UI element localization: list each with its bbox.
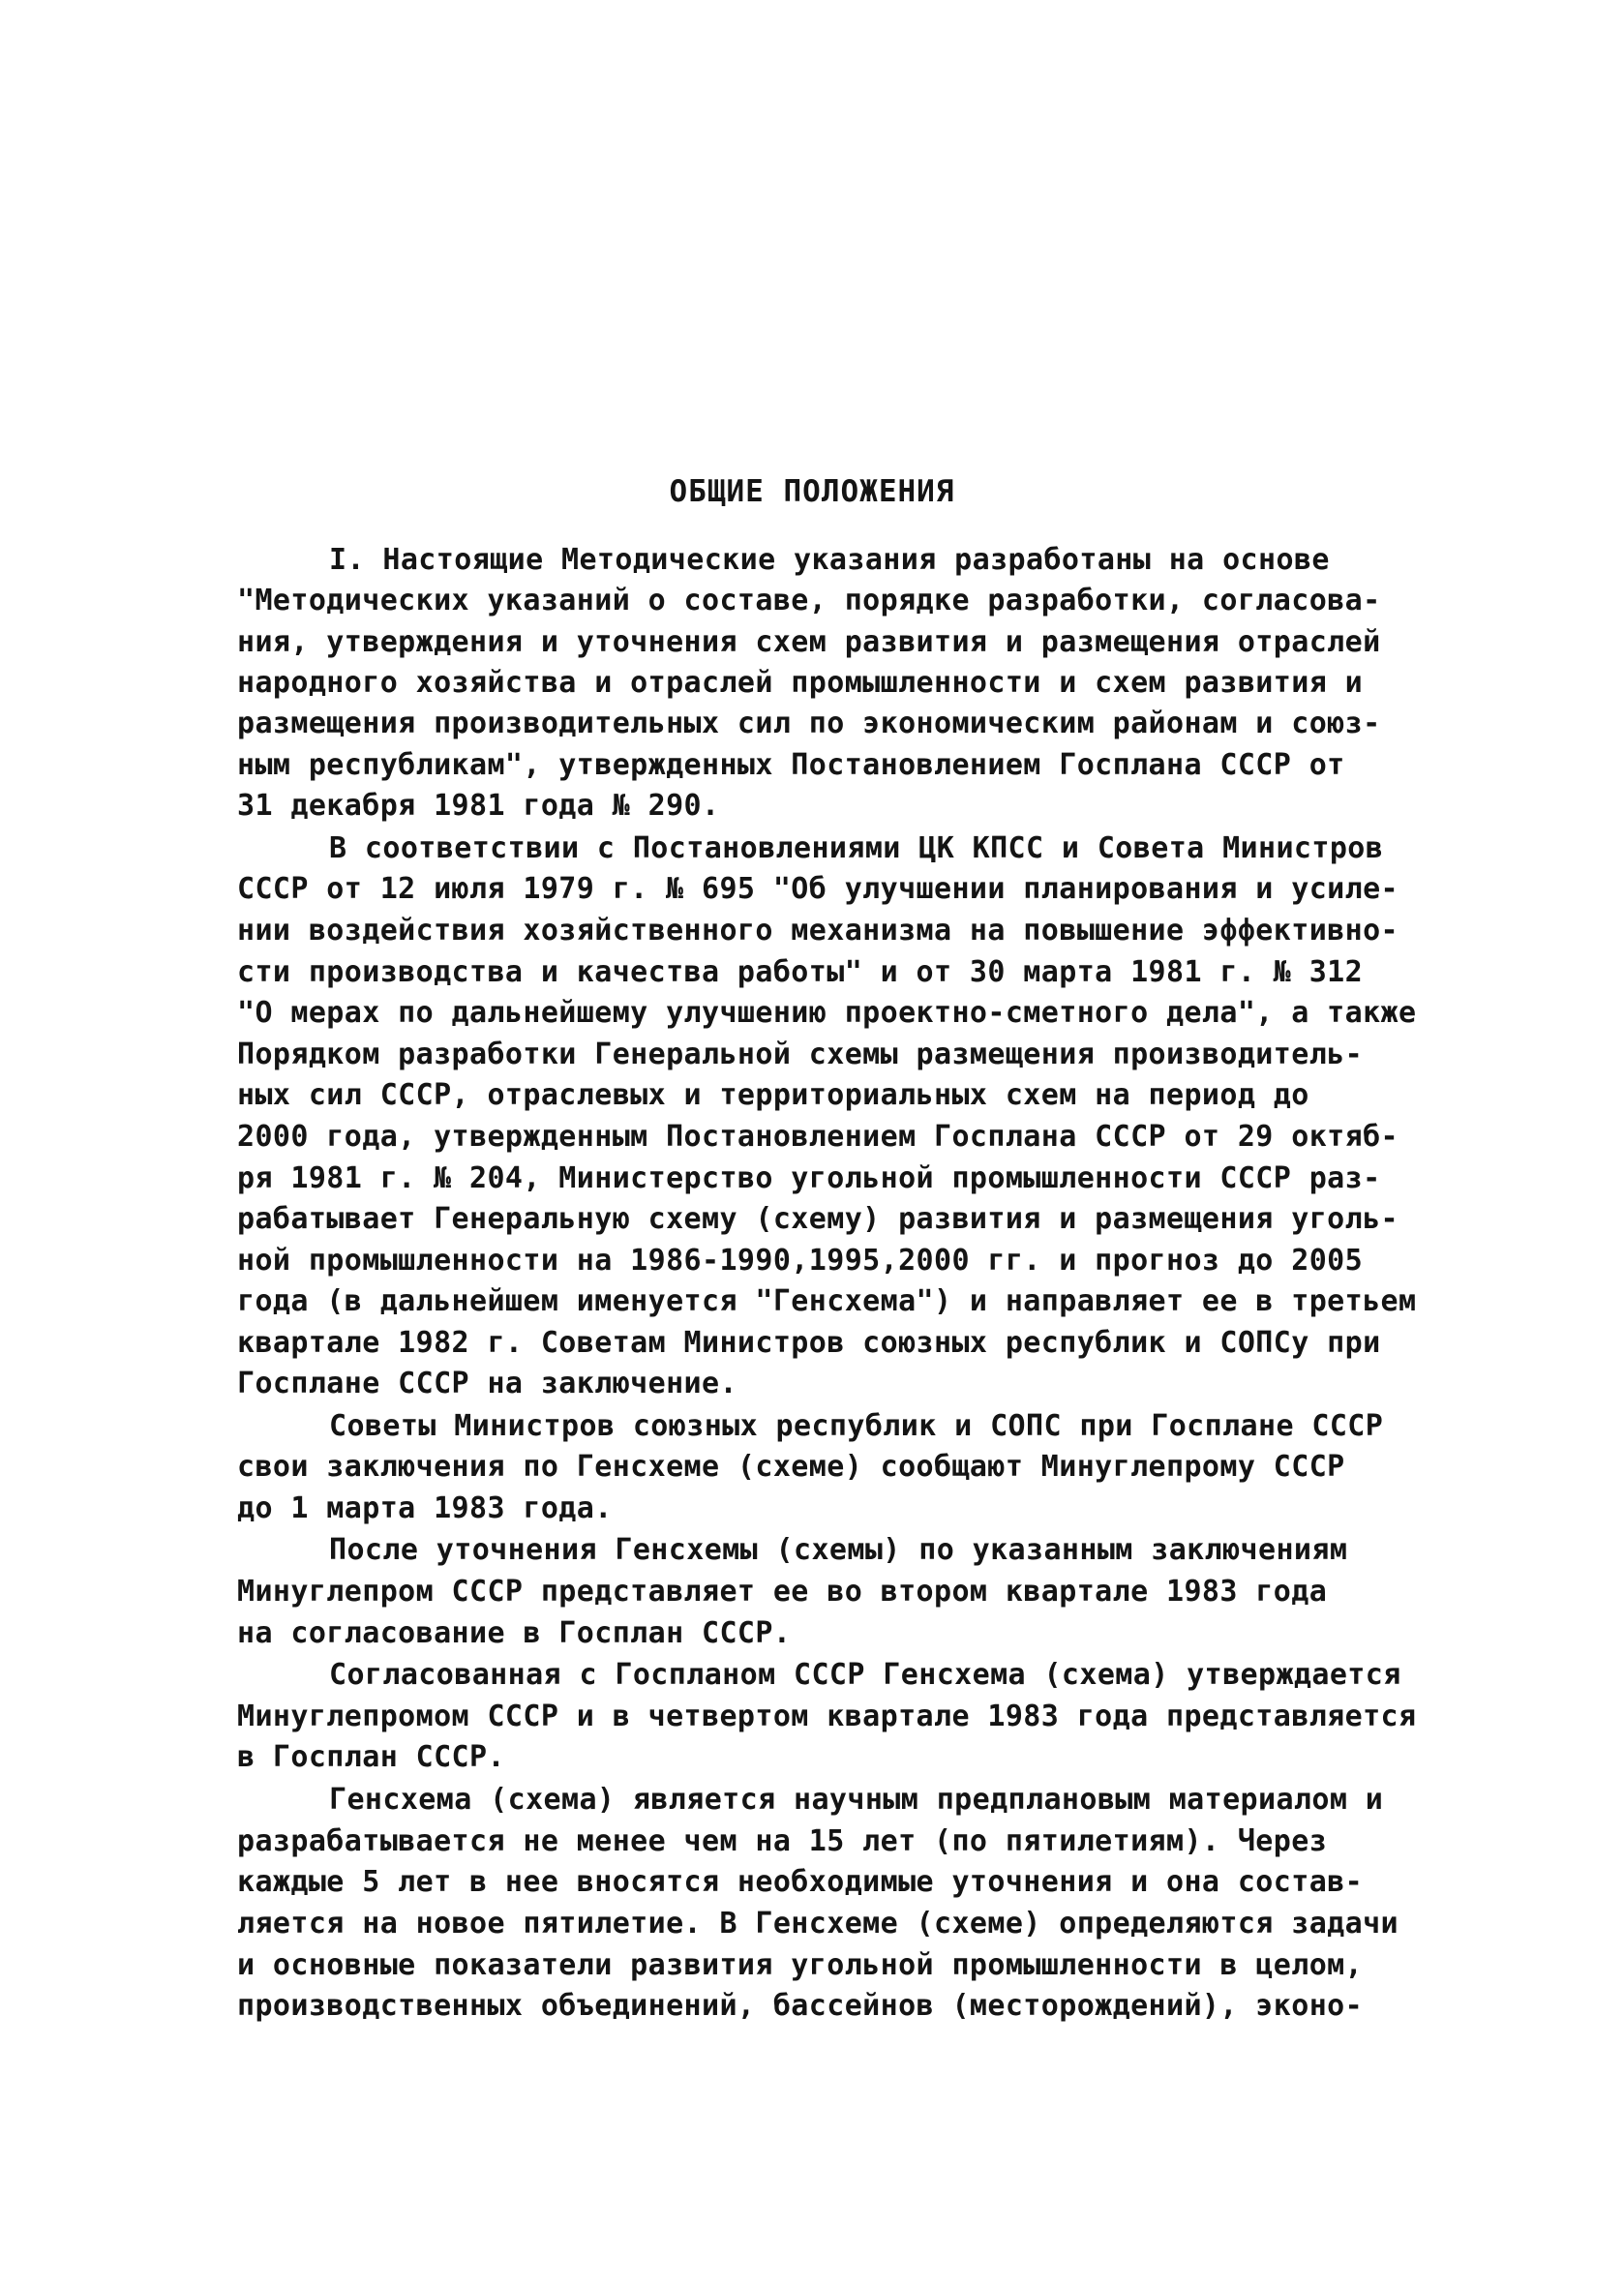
paragraph-2-line: Госплане СССР на заключение. (237, 1367, 737, 1400)
paragraph-5-line: Согласованная с Госпланом СССР Генсхема (схема) утверждается (329, 1658, 1401, 1692)
paragraph-3-line: до 1 марта 1983 года. (237, 1491, 613, 1525)
paragraph-6-line: ляется на новое пятилетие. В Генсхеме (схеме) определяются задачи (237, 1907, 1398, 1941)
paragraph-1-line: размещения производительных сил по экономическим районам и союз- (237, 707, 1381, 740)
paragraph-2-line: Порядком разработки Генеральной схемы размещения производитель- (237, 1038, 1364, 1071)
paragraph-5-line: в Госплан СССР. (237, 1740, 505, 1774)
paragraph-6-line: каждые 5 лет в нее вносятся необходимые уточнения и она состав- (237, 1865, 1364, 1899)
paragraph-2-line: рабатывает Генеральную схему (схему) развития и размещения уголь- (237, 1202, 1398, 1236)
paragraph-3-line: Советы Министров союзных республик и СОПС при Госплане СССР (329, 1409, 1384, 1443)
paragraph-6-line: Генсхема (схема) является научным предплановым материалом и (329, 1783, 1384, 1817)
paragraph-2-line: "О мерах по дальнейшему улучшению проектно-сметного дела", а также (237, 996, 1417, 1030)
paragraph-2-line: В соответствии с Постановлениями ЦК КПСС и Совета Министров (329, 831, 1384, 865)
paragraph-4-line: Минуглепром СССР представляет ее во втором квартале 1983 года (237, 1575, 1328, 1609)
paragraph-1-line: ным республикам", утвержденных Постановлением Госплана СССР от (237, 748, 1345, 782)
paragraph-1-line: народного хозяйства и отраслей промышленности и схем развития и (237, 666, 1364, 700)
paragraph-2-line: года (в дальнейшем именуется "Генсхема") и направляет ее в третьем (237, 1284, 1417, 1318)
paragraph-2-line: СССР от 12 июля 1979 г. № 695 "Об улучшении планирования и усиле- (237, 872, 1398, 906)
section-title: ОБЩИЕ ПОЛОЖЕНИЯ (669, 474, 955, 509)
paragraph-2-line: ных сил СССР, отраслевых и территориальных схем на период до (237, 1078, 1309, 1112)
paragraph-1-line: ния, утверждения и уточнения схем развития и размещения отраслей (237, 625, 1381, 659)
paragraph-5-line: Минуглепромом СССР и в четвертом квартале 1983 года представляется (237, 1700, 1417, 1733)
paragraph-1-line: 31 декабря 1981 года № 290. (237, 789, 720, 823)
paragraph-2-line: ря 1981 г. № 204, Министерство угольной промышленности СССР раз- (237, 1161, 1381, 1195)
paragraph-1-line: "Методических указаний о составе, порядке разработки, согласова- (237, 584, 1381, 617)
paragraph-3-line: свои заключения по Генсхеме (схеме) сообщают Минуглепрому СССР (237, 1450, 1345, 1484)
paragraph-1-line: I. Настоящие Методические указания разработаны на основе (329, 543, 1330, 577)
paragraph-6-line: производственных объединений, бассейнов (месторождений), эконо- (237, 1989, 1364, 2023)
paragraph-6-line: и основные показатели развития угольной промышленности в целом, (237, 1948, 1364, 1982)
paragraph-2-line: квартале 1982 г. Советам Министров союзных республик и СОПСу при (237, 1326, 1381, 1360)
paragraph-4-line: После уточнения Генсхемы (схемы) по указанным заключениям (329, 1533, 1348, 1567)
paragraph-2-line: нии воздействия хозяйственного механизма на повышение эффективно- (237, 914, 1398, 948)
paragraph-2-line: 2000 года, утвержденным Постановлением Госплана СССР от 29 октяб- (237, 1120, 1398, 1154)
paragraph-2-line: ной промышленности на 1986-1990,1995,2000 гг. и прогноз до 2005 (237, 1244, 1364, 1278)
paragraph-2-line: сти производства и качества работы" и от 30 марта 1981 г. № 312 (237, 955, 1364, 989)
paragraph-4-line: на согласование в Госплан СССР. (237, 1616, 792, 1650)
paragraph-6-line: разрабатывается не менее чем на 15 лет (по пятилетиям). Через (237, 1824, 1328, 1858)
